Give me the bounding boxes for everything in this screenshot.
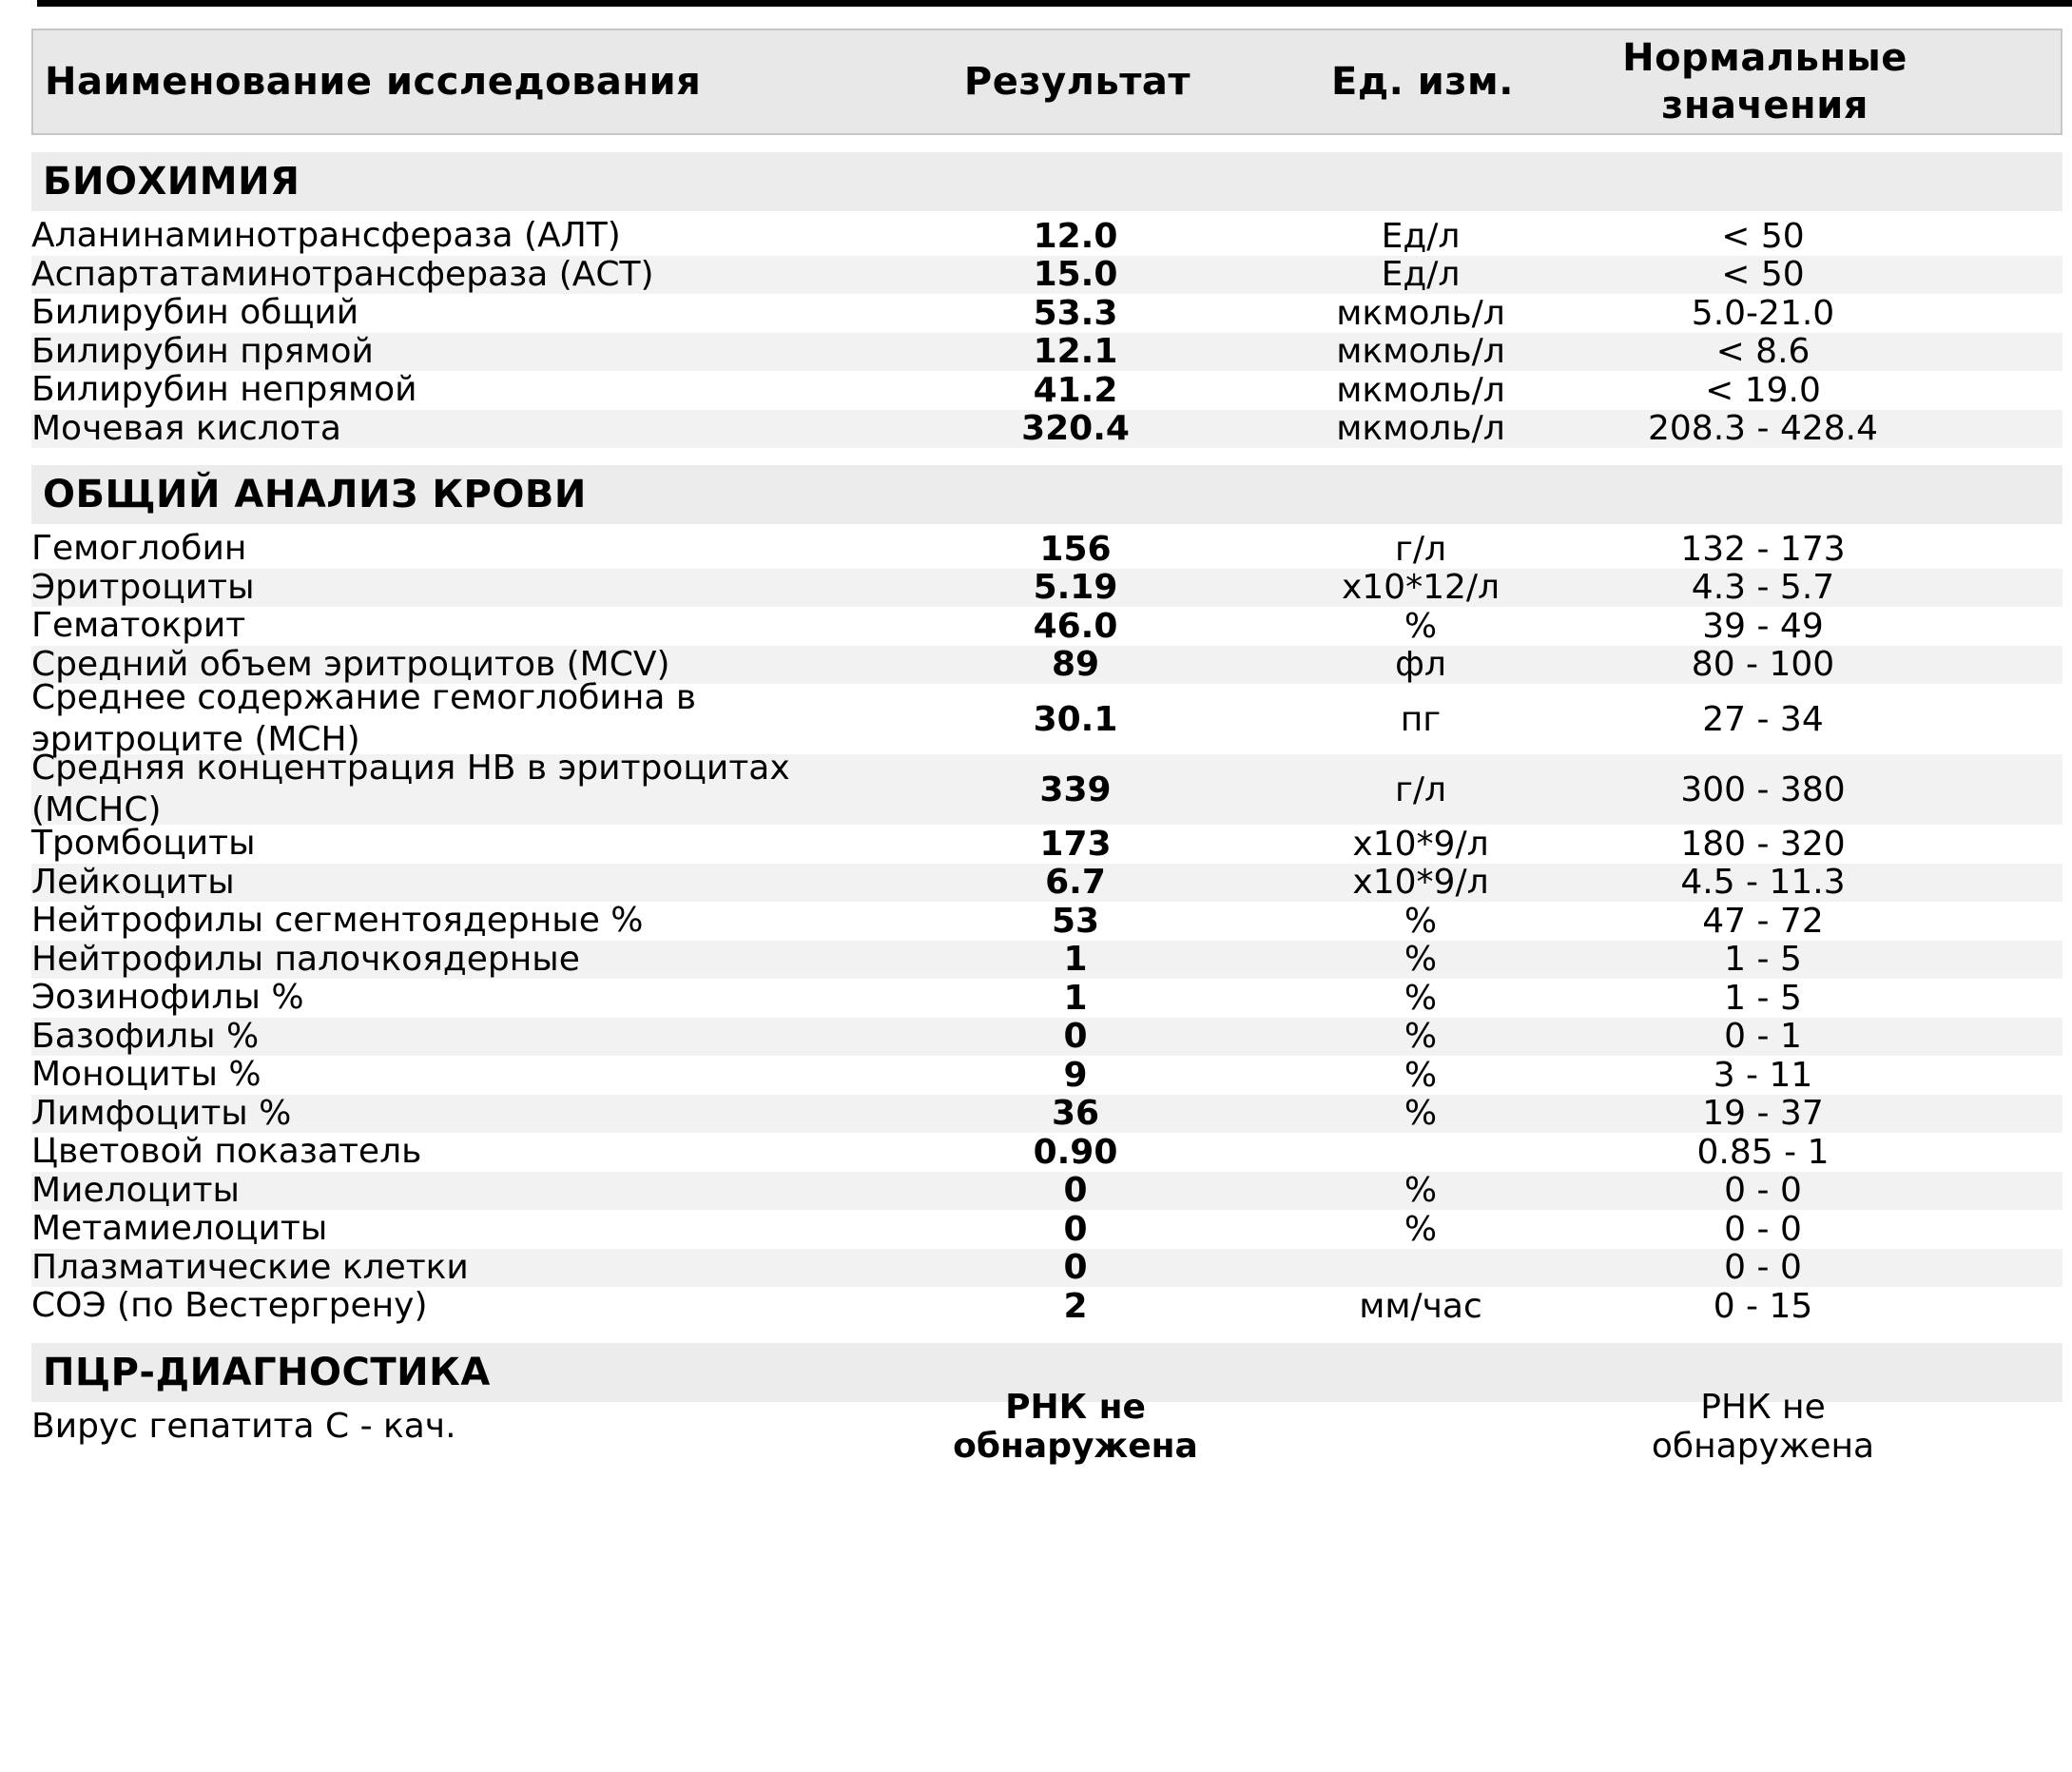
row-name: Средний объем эритроцитов (MCV): [31, 644, 670, 684]
table-row: [31, 410, 2062, 449]
row-result: 41.2: [1033, 370, 1118, 410]
row-name: Нейтрофилы сегментоядерные %: [31, 901, 644, 941]
table-row: [31, 1249, 2062, 1288]
table-row: [31, 941, 2062, 980]
top-rule: [37, 0, 2072, 7]
section-title: БИОХИМИЯ: [31, 152, 2062, 211]
row-name: Моноциты %: [31, 1055, 261, 1095]
row-name: Среднее содержание гемоглобина в эритроците (MCH): [31, 678, 697, 759]
table-row: [31, 1018, 2062, 1057]
table-row: [31, 569, 2062, 608]
row-unit: x10*9/л: [1352, 863, 1489, 903]
row-result: 12.0: [1033, 216, 1118, 256]
row-result: 12.1: [1033, 332, 1118, 372]
table-header: [31, 29, 2062, 135]
row-unit: %: [1404, 978, 1438, 1018]
section-title: ОБЩИЙ АНАЛИЗ КРОВИ: [31, 465, 2062, 524]
header-norm: [1594, 30, 1936, 133]
row-norm: 47 - 72: [1702, 901, 1824, 941]
row-norm: 3 - 11: [1713, 1055, 1813, 1095]
row-unit: Ед/л: [1381, 255, 1461, 295]
table-row: [31, 979, 2062, 1018]
row-unit: мкмоль/л: [1336, 293, 1505, 333]
row-unit: %: [1404, 1171, 1438, 1211]
row-unit: %: [1404, 1209, 1438, 1249]
row-result: 36: [1051, 1094, 1100, 1134]
row-result: 53: [1051, 901, 1100, 941]
row-name: Билирубин прямой: [31, 331, 374, 371]
row-unit: мкмоль/л: [1336, 332, 1505, 372]
table-row: [31, 825, 2062, 864]
row-norm: 1 - 5: [1724, 940, 1802, 980]
row-result: 46.0: [1033, 606, 1118, 646]
table-row: [31, 530, 2062, 569]
row-result: 30.1: [1033, 699, 1118, 739]
table-row: [31, 1210, 2062, 1249]
table-row: [31, 1387, 2062, 1466]
row-unit: %: [1404, 1094, 1438, 1134]
row-norm: 27 - 34: [1702, 699, 1824, 739]
row-norm: 4.3 - 5.7: [1691, 568, 1835, 608]
row-result: 173: [1039, 824, 1112, 864]
row-norm: < 50: [1721, 216, 1805, 256]
row-norm: 180 - 320: [1680, 824, 1846, 864]
row-name: Лейкоциты: [31, 862, 235, 902]
row-unit: %: [1404, 606, 1438, 646]
row-unit: x10*12/л: [1341, 568, 1501, 608]
row-unit: г/л: [1394, 769, 1447, 809]
row-name: Цветовой показатель: [31, 1132, 422, 1172]
row-norm: 80 - 100: [1691, 645, 1835, 685]
table-row: [31, 371, 2062, 410]
row-unit: %: [1404, 901, 1438, 941]
row-name: Плазматические клетки: [31, 1247, 469, 1287]
row-norm: 0 - 15: [1713, 1286, 1813, 1326]
row-unit: мкмоль/л: [1336, 409, 1505, 449]
table-row: [31, 902, 2062, 941]
row-norm: < 50: [1721, 255, 1805, 295]
row-name: Миелоциты: [31, 1170, 240, 1210]
row-norm: 0 - 0: [1724, 1248, 1802, 1288]
table-row: [31, 864, 2062, 903]
row-name: Билирубин непрямой: [31, 370, 417, 410]
row-result: 320.4: [1021, 409, 1130, 449]
row-unit: г/л: [1394, 529, 1447, 569]
row-norm: 0 - 0: [1724, 1171, 1802, 1211]
row-norm: 1 - 5: [1724, 978, 1802, 1018]
row-unit: %: [1404, 1017, 1438, 1057]
row-result: РНК не обнаружена: [953, 1387, 1198, 1466]
row-result: 1: [1063, 940, 1088, 980]
row-result: 53.3: [1033, 293, 1118, 333]
row-name: Аланинаминотрансфераза (АЛТ): [31, 216, 621, 256]
table-row: [31, 1095, 2062, 1134]
row-name: Базофилы %: [31, 1016, 260, 1056]
row-name: Эритроциты: [31, 567, 255, 607]
row-name: Средняя концентрация HB в эритроцитах (MCHC): [31, 749, 790, 829]
row-norm: 300 - 380: [1680, 769, 1846, 809]
row-result: 89: [1051, 645, 1100, 685]
row-unit: мм/час: [1359, 1286, 1482, 1326]
header-norm-line1: Нормальные: [1622, 36, 1907, 80]
row-norm: < 19.0: [1705, 370, 1821, 410]
row-result: 2: [1063, 1286, 1088, 1326]
row-result: 9: [1063, 1055, 1088, 1095]
row-result: 15.0: [1033, 255, 1118, 295]
row-name: Гематокрит: [31, 606, 246, 646]
row-result: 0: [1063, 1017, 1088, 1057]
row-norm: 4.5 - 11.3: [1680, 863, 1846, 903]
table-row: [31, 217, 2062, 256]
row-name: Нейтрофилы палочкоядерные: [31, 939, 580, 979]
header-result: Результат: [963, 60, 1191, 104]
header-name: Наименование исследования: [45, 60, 702, 104]
row-norm: 0.85 - 1: [1696, 1132, 1830, 1172]
row-unit: пг: [1400, 699, 1442, 739]
row-norm: 0 - 1: [1724, 1017, 1802, 1057]
row-unit: %: [1404, 940, 1438, 980]
table-body: [31, 152, 2062, 1466]
section-title: ПЦР-ДИАГНОСТИКА: [31, 1343, 2062, 1402]
table-row: [31, 607, 2062, 646]
row-unit: Ед/л: [1381, 216, 1461, 256]
row-norm: 0 - 0: [1724, 1209, 1802, 1249]
row-name: Гемоглобин: [31, 529, 247, 569]
row-name: Лимфоциты %: [31, 1093, 292, 1133]
row-norm: 39 - 49: [1702, 606, 1824, 646]
row-norm: < 8.6: [1715, 332, 1811, 372]
row-name: Аспартатаминотрансфераза (АСТ): [31, 254, 654, 294]
row-result: 156: [1039, 529, 1112, 569]
row-norm: 208.3 - 428.4: [1648, 409, 1878, 449]
header-norm-line2: значения: [1661, 84, 1869, 127]
row-result: 0.90: [1033, 1132, 1118, 1172]
row-result: 0: [1063, 1209, 1088, 1249]
row-result: 0: [1063, 1248, 1088, 1288]
row-norm: 19 - 37: [1702, 1094, 1824, 1134]
row-name: Метамиелоциты: [31, 1209, 328, 1249]
row-name: Вирус гепатита С - кач.: [31, 1406, 456, 1446]
table-row: [31, 749, 2062, 829]
row-unit: x10*9/л: [1352, 824, 1489, 864]
row-result: 5.19: [1033, 568, 1118, 608]
table-row: [31, 1172, 2062, 1211]
row-result: 6.7: [1045, 863, 1106, 903]
row-norm: 5.0-21.0: [1691, 293, 1835, 333]
row-result: 339: [1039, 769, 1112, 809]
table-row: [31, 1133, 2062, 1172]
table-row: [31, 678, 2062, 759]
row-norm: РНК не обнаружена: [1651, 1387, 1875, 1466]
row-unit: мкмоль/л: [1336, 370, 1505, 410]
header-unit: Ед. изм.: [1331, 60, 1514, 104]
table-row: [31, 333, 2062, 372]
row-name: Билирубин общий: [31, 293, 359, 333]
row-name: Тромбоциты: [31, 824, 256, 864]
row-result: 1: [1063, 978, 1088, 1018]
table-row: [31, 256, 2062, 295]
row-name: Мочевая кислота: [31, 408, 341, 448]
table-row: [31, 294, 2062, 333]
row-name: Эозинофилы %: [31, 978, 304, 1018]
table-row: [31, 1287, 2062, 1326]
table-row: [31, 1056, 2062, 1095]
lab-results-table: [31, 29, 2062, 1466]
row-unit: %: [1404, 1055, 1438, 1095]
row-name: СОЭ (по Вестергрену): [31, 1286, 428, 1326]
row-unit: фл: [1395, 645, 1446, 685]
row-result: 0: [1063, 1171, 1088, 1211]
row-norm: 132 - 173: [1680, 529, 1846, 569]
